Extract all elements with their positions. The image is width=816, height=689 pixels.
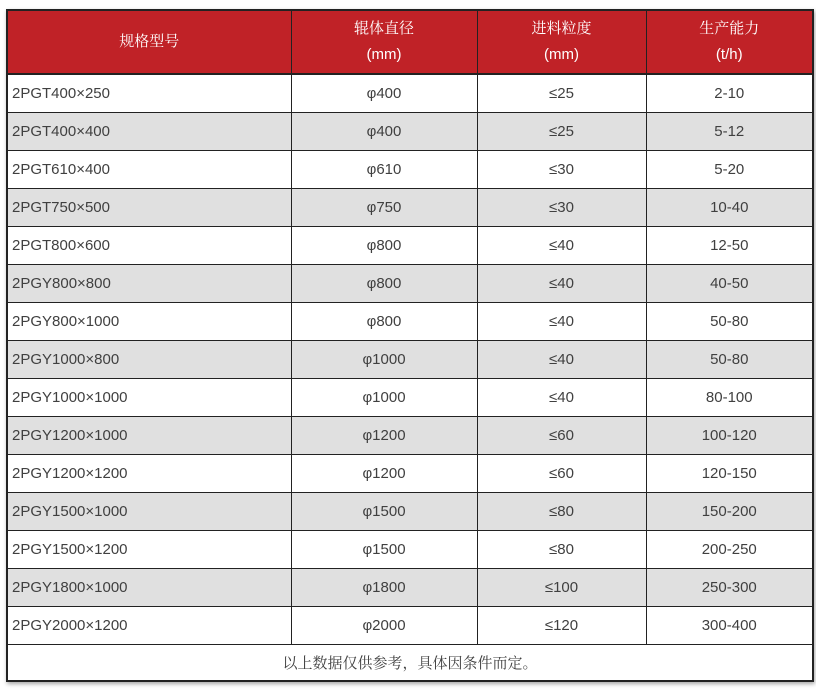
capacity-cell: 250-300 <box>646 568 813 606</box>
table-row <box>7 264 813 302</box>
capacity-cell: 10-40 <box>646 188 813 226</box>
capacity-cell: 5-20 <box>646 150 813 188</box>
diameter-cell: φ400 <box>291 74 477 112</box>
feed-size-cell: ≤25 <box>477 74 646 112</box>
diameter-cell: φ1000 <box>291 378 477 416</box>
header-row <box>7 10 813 74</box>
model-cell: 2PGY2000×1200 <box>7 606 291 644</box>
column-header-label: 规格型号 <box>119 33 180 50</box>
footer-row <box>7 644 813 681</box>
model-cell: 2PGY1800×1000 <box>7 568 291 606</box>
model-cell: 2PGT610×400 <box>7 150 291 188</box>
table-row <box>7 378 813 416</box>
capacity-cell: 50-80 <box>646 340 813 378</box>
model-cell: 2PGY1500×1200 <box>7 530 291 568</box>
model-cell: 2PGY1500×1000 <box>7 492 291 530</box>
capacity-cell: 80-100 <box>646 378 813 416</box>
diameter-cell: φ1000 <box>291 340 477 378</box>
footer-note: 以上数据仅供参考，具体因条件而定。 <box>7 644 813 681</box>
table-footer <box>7 644 813 681</box>
diameter-cell: φ1500 <box>291 492 477 530</box>
table-row <box>7 530 813 568</box>
feed-size-cell: ≤80 <box>477 492 646 530</box>
table-row <box>7 416 813 454</box>
capacity-cell: 200-250 <box>646 530 813 568</box>
table-body <box>7 74 813 644</box>
capacity-cell: 150-200 <box>646 492 813 530</box>
diameter-cell: φ1200 <box>291 416 477 454</box>
column-header-label: 生产能力 <box>699 20 760 37</box>
model-cell: 2PGY1200×1000 <box>7 416 291 454</box>
feed-size-cell: ≤40 <box>477 302 646 340</box>
feed-size-cell: ≤40 <box>477 378 646 416</box>
feed-size-cell: ≤30 <box>477 188 646 226</box>
model-cell: 2PGY800×1000 <box>7 302 291 340</box>
column-header <box>291 10 477 74</box>
column-header-label: 进料粒度 <box>531 20 592 37</box>
table-row <box>7 302 813 340</box>
capacity-cell: 40-50 <box>646 264 813 302</box>
table-row <box>7 454 813 492</box>
diameter-cell: φ400 <box>291 112 477 150</box>
diameter-cell: φ1200 <box>291 454 477 492</box>
feed-size-cell: ≤25 <box>477 112 646 150</box>
capacity-cell: 300-400 <box>646 606 813 644</box>
column-header-unit: (mm) <box>544 46 579 63</box>
diameter-cell: φ610 <box>291 150 477 188</box>
model-cell: 2PGY1000×1000 <box>7 378 291 416</box>
column-header <box>646 10 813 74</box>
diameter-cell: φ800 <box>291 302 477 340</box>
table-row <box>7 492 813 530</box>
column-header-unit: (t/h) <box>715 46 743 63</box>
feed-size-cell: ≤60 <box>477 416 646 454</box>
model-cell: 2PGT400×250 <box>7 74 291 112</box>
model-cell: 2PGT400×400 <box>7 112 291 150</box>
feed-size-cell: ≤40 <box>477 340 646 378</box>
diameter-cell: φ800 <box>291 226 477 264</box>
model-cell: 2PGY800×800 <box>7 264 291 302</box>
capacity-cell: 50-80 <box>646 302 813 340</box>
diameter-cell: φ1800 <box>291 568 477 606</box>
feed-size-cell: ≤100 <box>477 568 646 606</box>
table-row <box>7 150 813 188</box>
capacity-cell: 2-10 <box>646 74 813 112</box>
table-row <box>7 226 813 264</box>
diameter-cell: φ800 <box>291 264 477 302</box>
capacity-cell: 5-12 <box>646 112 813 150</box>
diameter-cell: φ750 <box>291 188 477 226</box>
table-row <box>7 568 813 606</box>
model-cell: 2PGY1200×1200 <box>7 454 291 492</box>
table-row <box>7 340 813 378</box>
model-cell: 2PGY1000×800 <box>7 340 291 378</box>
diameter-cell: φ2000 <box>291 606 477 644</box>
feed-size-cell: ≤60 <box>477 454 646 492</box>
column-header-label: 辊体直径 <box>353 20 414 37</box>
capacity-cell: 100-120 <box>646 416 813 454</box>
spec-table <box>6 9 814 682</box>
capacity-cell: 12-50 <box>646 226 813 264</box>
column-header <box>7 10 291 74</box>
model-cell: 2PGT800×600 <box>7 226 291 264</box>
table-row <box>7 74 813 112</box>
feed-size-cell: ≤120 <box>477 606 646 644</box>
column-header-unit: (mm) <box>366 46 402 63</box>
diameter-cell: φ1500 <box>291 530 477 568</box>
feed-size-cell: ≤40 <box>477 264 646 302</box>
table-header <box>7 10 813 74</box>
column-header <box>477 10 646 74</box>
capacity-cell: 120-150 <box>646 454 813 492</box>
table-row <box>7 606 813 644</box>
model-cell: 2PGT750×500 <box>7 188 291 226</box>
table-row <box>7 188 813 226</box>
feed-size-cell: ≤40 <box>477 226 646 264</box>
table-row <box>7 112 813 150</box>
feed-size-cell: ≤30 <box>477 150 646 188</box>
feed-size-cell: ≤80 <box>477 530 646 568</box>
